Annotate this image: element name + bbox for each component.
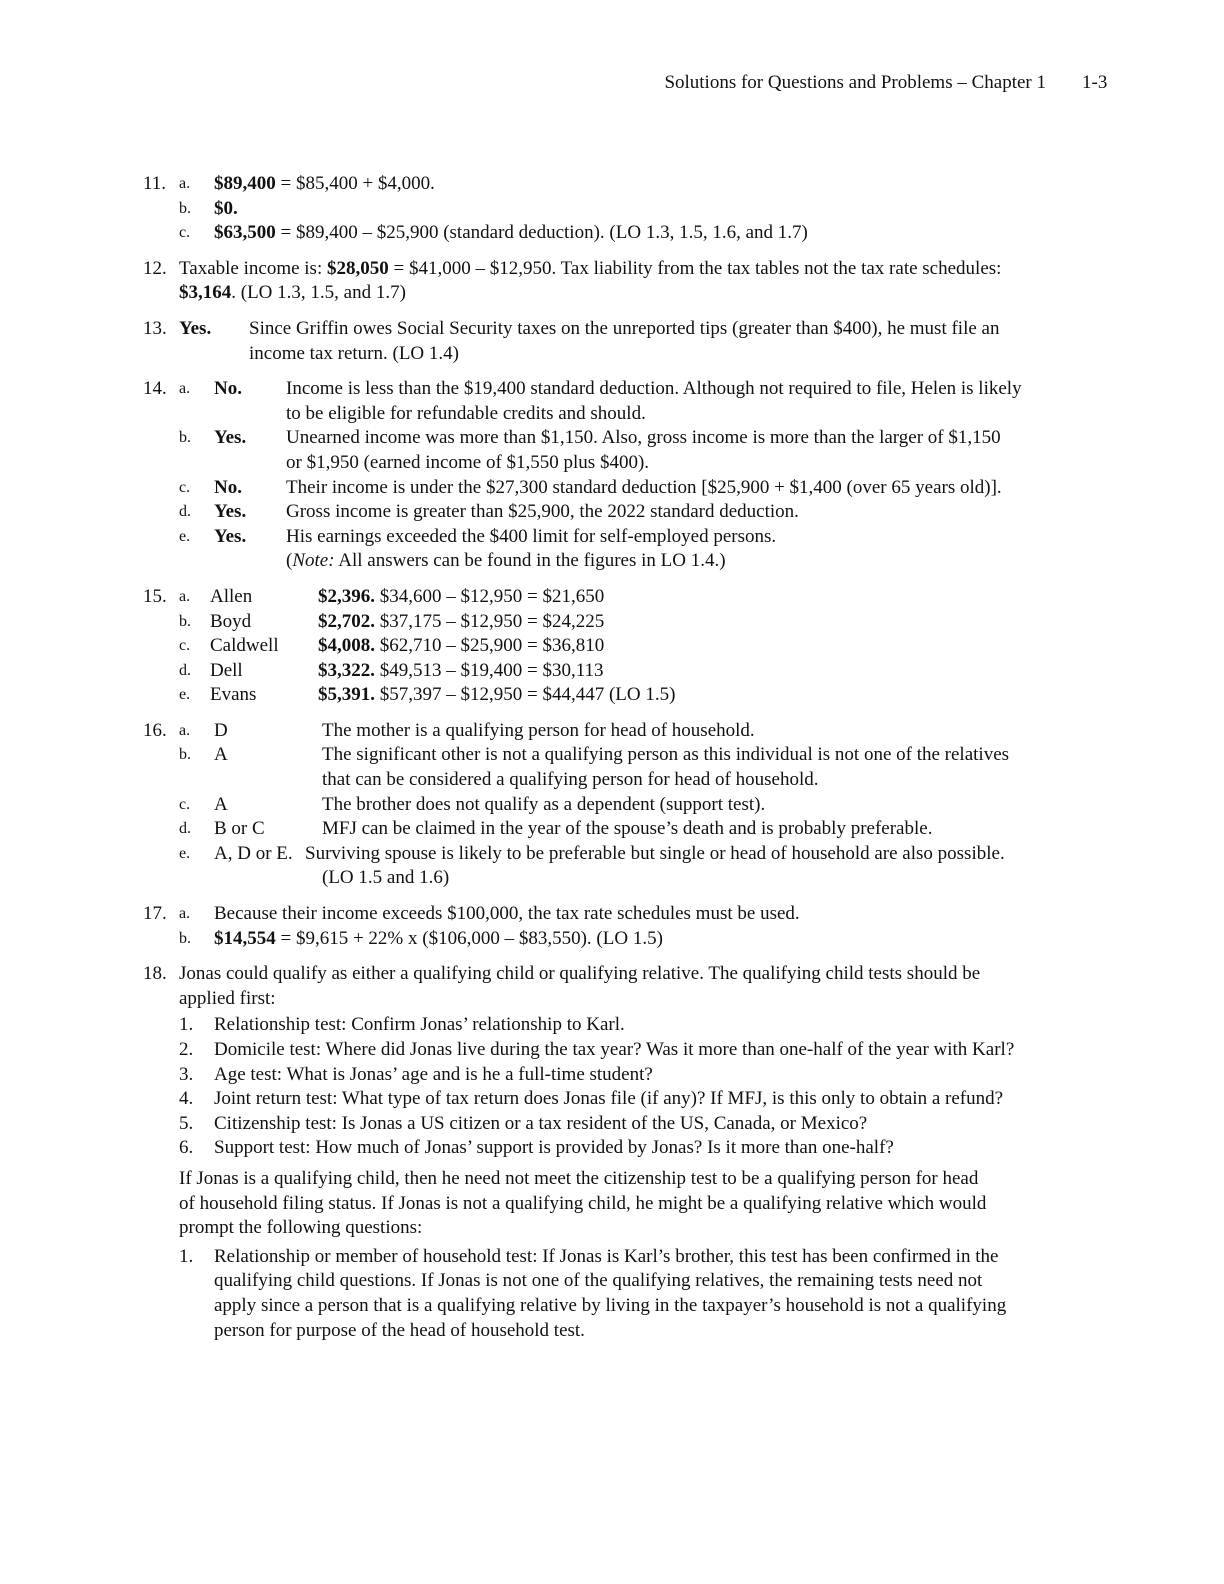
header-title: Solutions for Questions and Problems – Chapter 1 — [664, 72, 1046, 93]
answer-yes-no — [214, 500, 246, 525]
explanation-text: The brother does not qualify as a dependent (support test). — [322, 793, 766, 815]
explanation-text: that can be considered a qualifying person for head of household. — [322, 769, 819, 791]
answer-yes-no — [214, 426, 246, 451]
answer-text: = $89,400 – $25,900 (standard deduction). (LO 1.3, 1.5, 1.6, and 1.7) — [275, 222, 808, 244]
answer-label: Yes. — [214, 525, 247, 547]
test-text: person for purpose of the head of household test. — [214, 1319, 585, 1341]
answer-yes-no — [214, 525, 246, 550]
page-number: 1-3 — [1082, 72, 1108, 93]
answer-label: Yes. — [179, 317, 212, 339]
test-number: 5. — [179, 1112, 194, 1134]
taxpayer-name: Boyd — [210, 610, 252, 632]
part-marker: b. — [179, 746, 191, 764]
part-marker: b. — [179, 429, 191, 447]
part-marker: d. — [179, 661, 191, 679]
question-16 — [0, 719, 1224, 891]
test-text: Citizenship test: Is Jonas a US citizen or a tax resident of the US, Canada, or Mexico? — [214, 1112, 868, 1134]
part-marker: c. — [179, 478, 191, 496]
paragraph-text: prompt the following questions: — [179, 1217, 423, 1239]
intro-text: Jonas could qualify as either a qualifying child or qualifying relative. The qualifying child tests should be — [179, 963, 981, 985]
part-marker: b. — [179, 612, 191, 630]
explanation-text: Their income is under the $27,300 standard deduction [$25,900 + $1,400 (over 65 years old)]. — [286, 476, 1002, 498]
computation-text: $49,513 – $19,400 = $30,113 — [375, 659, 604, 681]
explanation-text: to be eligible for refundable credits and should. — [286, 402, 646, 424]
tax-computation — [318, 610, 604, 635]
part-answer — [214, 172, 435, 197]
explanation-text: MFJ can be claimed in the year of the spouse’s death and is probably preferable. — [322, 818, 933, 840]
question-number: 17. — [143, 903, 167, 925]
test-text: Support test: How much of Jonas’ support is provided by Jonas? Is it more than one-half? — [214, 1137, 894, 1159]
answer-text: = $85,400 + $4,000. — [275, 173, 435, 194]
part-marker: e. — [179, 686, 191, 704]
test-number: 3. — [179, 1063, 194, 1085]
taxpayer-name: Evans — [210, 684, 257, 706]
tax-amount: $5,391. — [318, 684, 375, 706]
computation-text: $62,710 – $25,900 = $36,810 — [375, 635, 605, 657]
part-marker: d. — [179, 503, 191, 521]
taxpayer-name: Dell — [210, 659, 243, 681]
solutions-content — [0, 172, 1224, 1354]
part-marker: b. — [179, 929, 191, 947]
tax-computation — [318, 659, 604, 684]
answer-text: Taxable income is: — [179, 257, 327, 279]
question-14 — [0, 377, 1224, 574]
note-body: All answers can be found in the figures in LO 1.4.) — [334, 550, 726, 572]
taxpayer-name: Allen — [210, 585, 253, 607]
explanation-text: Income is less than the $19,400 standard deduction. Although not required to file, Helen is likely — [286, 378, 1022, 400]
explanation-text: or $1,950 (earned income of $1,550 plus $400). — [286, 451, 650, 473]
part-answer — [214, 221, 808, 246]
test-text: Age test: What is Jonas’ age and is he a full-time student? — [214, 1063, 653, 1085]
note-paren: ( — [286, 550, 293, 572]
intro-text: applied first: — [179, 987, 276, 1009]
answer-label: Yes. — [214, 427, 247, 449]
filing-status-answer: A — [214, 744, 228, 766]
answer-amount: $63,500 — [214, 222, 276, 244]
question-18 — [0, 962, 1224, 1343]
answer-amount: $0. — [214, 197, 238, 219]
answer-yes-no — [214, 377, 242, 402]
page-header — [0, 72, 1224, 98]
part-marker: e. — [179, 527, 191, 545]
tax-amount: $4,008. — [318, 635, 375, 657]
explanation-text: His earnings exceeded the $400 limit for self-employed persons. — [286, 525, 777, 547]
note-label: Note: — [292, 550, 335, 572]
part-marker: d. — [179, 820, 191, 838]
answer-text: Because their income exceeds $100,000, the tax rate schedules must be used. — [214, 903, 800, 925]
answer-yes-no — [179, 317, 211, 342]
part-marker: c. — [179, 795, 191, 813]
question-number: 11. — [143, 173, 167, 194]
test-number: 6. — [179, 1137, 194, 1159]
question-11 — [0, 172, 1224, 246]
test-text: Joint return test: What type of tax return does Jonas file (if any)? If MFJ, is this only to obtain a refund? — [214, 1088, 1004, 1110]
part-marker: b. — [179, 199, 191, 217]
answer-yes-no — [214, 476, 242, 501]
question-number: 15. — [143, 585, 167, 607]
tax-amount: $2,702. — [318, 610, 375, 632]
explanation-text: Surviving spouse is likely to be preferable but single or head of household are also possible. — [305, 842, 1005, 864]
question-12 — [0, 257, 1224, 306]
question-number: 14. — [143, 378, 167, 400]
test-text: Relationship or member of household test: If Jonas is Karl’s brother, this test has been confirmed in the — [214, 1245, 999, 1267]
test-number: 2. — [179, 1039, 194, 1060]
answer-label: No. — [214, 476, 242, 498]
part-marker: a. — [179, 380, 191, 398]
explanation-text: Gross income is greater than $25,900, the 2022 standard deduction. — [286, 501, 799, 523]
question-number: 12. — [143, 257, 167, 279]
tax-computation — [318, 634, 604, 659]
answer-line — [179, 281, 406, 306]
answer-amount: $14,554 — [214, 927, 276, 949]
test-number: 4. — [179, 1088, 194, 1110]
answer-amount: $89,400 — [214, 173, 276, 194]
note-text — [286, 549, 726, 574]
tax-computation — [318, 585, 604, 610]
question-15 — [0, 585, 1224, 708]
paragraph-text: of household filing status. If Jonas is not a qualifying child, he might be a qualifying relative which would — [179, 1192, 987, 1214]
test-number: 1. — [179, 1245, 194, 1267]
answer-line — [179, 257, 1001, 282]
explanation-text: Since Griffin owes Social Security taxes on the unreported tips (greater than $400), he must file an — [249, 317, 1000, 339]
part-marker: a. — [179, 721, 191, 739]
tax-amount: $3,322. — [318, 659, 375, 681]
filing-status-answer: D — [214, 719, 228, 741]
part-marker: a. — [179, 587, 191, 605]
answer-amount: $3,164 — [179, 282, 232, 304]
answer-text: = $41,000 – $12,950. Tax liability from the tax tables not the tax rate schedules: — [388, 257, 1002, 279]
question-number: 18. — [143, 963, 167, 985]
question-17 — [0, 902, 1224, 951]
part-marker: a. — [179, 175, 191, 192]
part-marker: c. — [179, 224, 191, 242]
test-text: qualifying child questions. If Jonas is not one of the qualifying relatives, the remaining tests need not — [214, 1270, 983, 1292]
question-number: 16. — [143, 719, 167, 741]
explanation-text: Unearned income was more than $1,150. Also, gross income is more than the larger of $1,150 — [286, 427, 1001, 449]
answer-amount: $28,050 — [326, 257, 389, 279]
question-13 — [0, 317, 1224, 366]
test-text: Relationship test: Confirm Jonas’ relationship to Karl. — [214, 1014, 625, 1036]
test-text: Domicile test: Where did Jonas live during the tax year? Was it more than one-half of the year with Karl? — [214, 1039, 1015, 1060]
answer-text: . (LO 1.3, 1.5, and 1.7) — [231, 282, 406, 304]
filing-status-answer: A, D or E. — [214, 842, 293, 864]
tax-computation — [318, 683, 675, 708]
question-number: 13. — [143, 317, 167, 339]
explanation-text: The significant other is not a qualifying person as this individual is not one of the relatives — [322, 744, 1010, 766]
taxpayer-name: Caldwell — [210, 635, 279, 657]
part-marker: a. — [179, 905, 191, 923]
computation-text: $57,397 – $12,950 = $44,447 (LO 1.5) — [375, 684, 676, 706]
filing-status-answer: A — [214, 793, 228, 815]
part-marker: e. — [179, 844, 191, 862]
computation-text: $34,600 – $12,950 = $21,650 — [375, 585, 605, 607]
filing-status-answer: B or C — [214, 818, 265, 840]
explanation-text: The mother is a qualifying person for head of household. — [322, 719, 755, 741]
explanation-text: income tax return. (LO 1.4) — [249, 342, 459, 364]
explanation-text: (LO 1.5 and 1.6) — [322, 867, 450, 889]
test-number: 1. — [179, 1014, 194, 1036]
tax-amount: $2,396. — [318, 585, 375, 607]
paragraph-text: If Jonas is a qualifying child, then he need not meet the citizenship test to be a qualifying person for head — [179, 1167, 979, 1189]
computation-text: $37,175 – $12,950 = $24,225 — [375, 610, 605, 632]
part-marker: c. — [179, 637, 191, 655]
test-text: apply since a person that is a qualifying relative by living in the taxpayer’s household is not a qualifying — [214, 1294, 1007, 1316]
part-answer — [214, 927, 663, 952]
answer-text: = $9,615 + 22% x ($106,000 – $83,550). (LO 1.5) — [275, 927, 663, 949]
part-answer — [214, 197, 238, 222]
answer-label: No. — [214, 378, 242, 400]
answer-label: Yes. — [214, 501, 247, 523]
